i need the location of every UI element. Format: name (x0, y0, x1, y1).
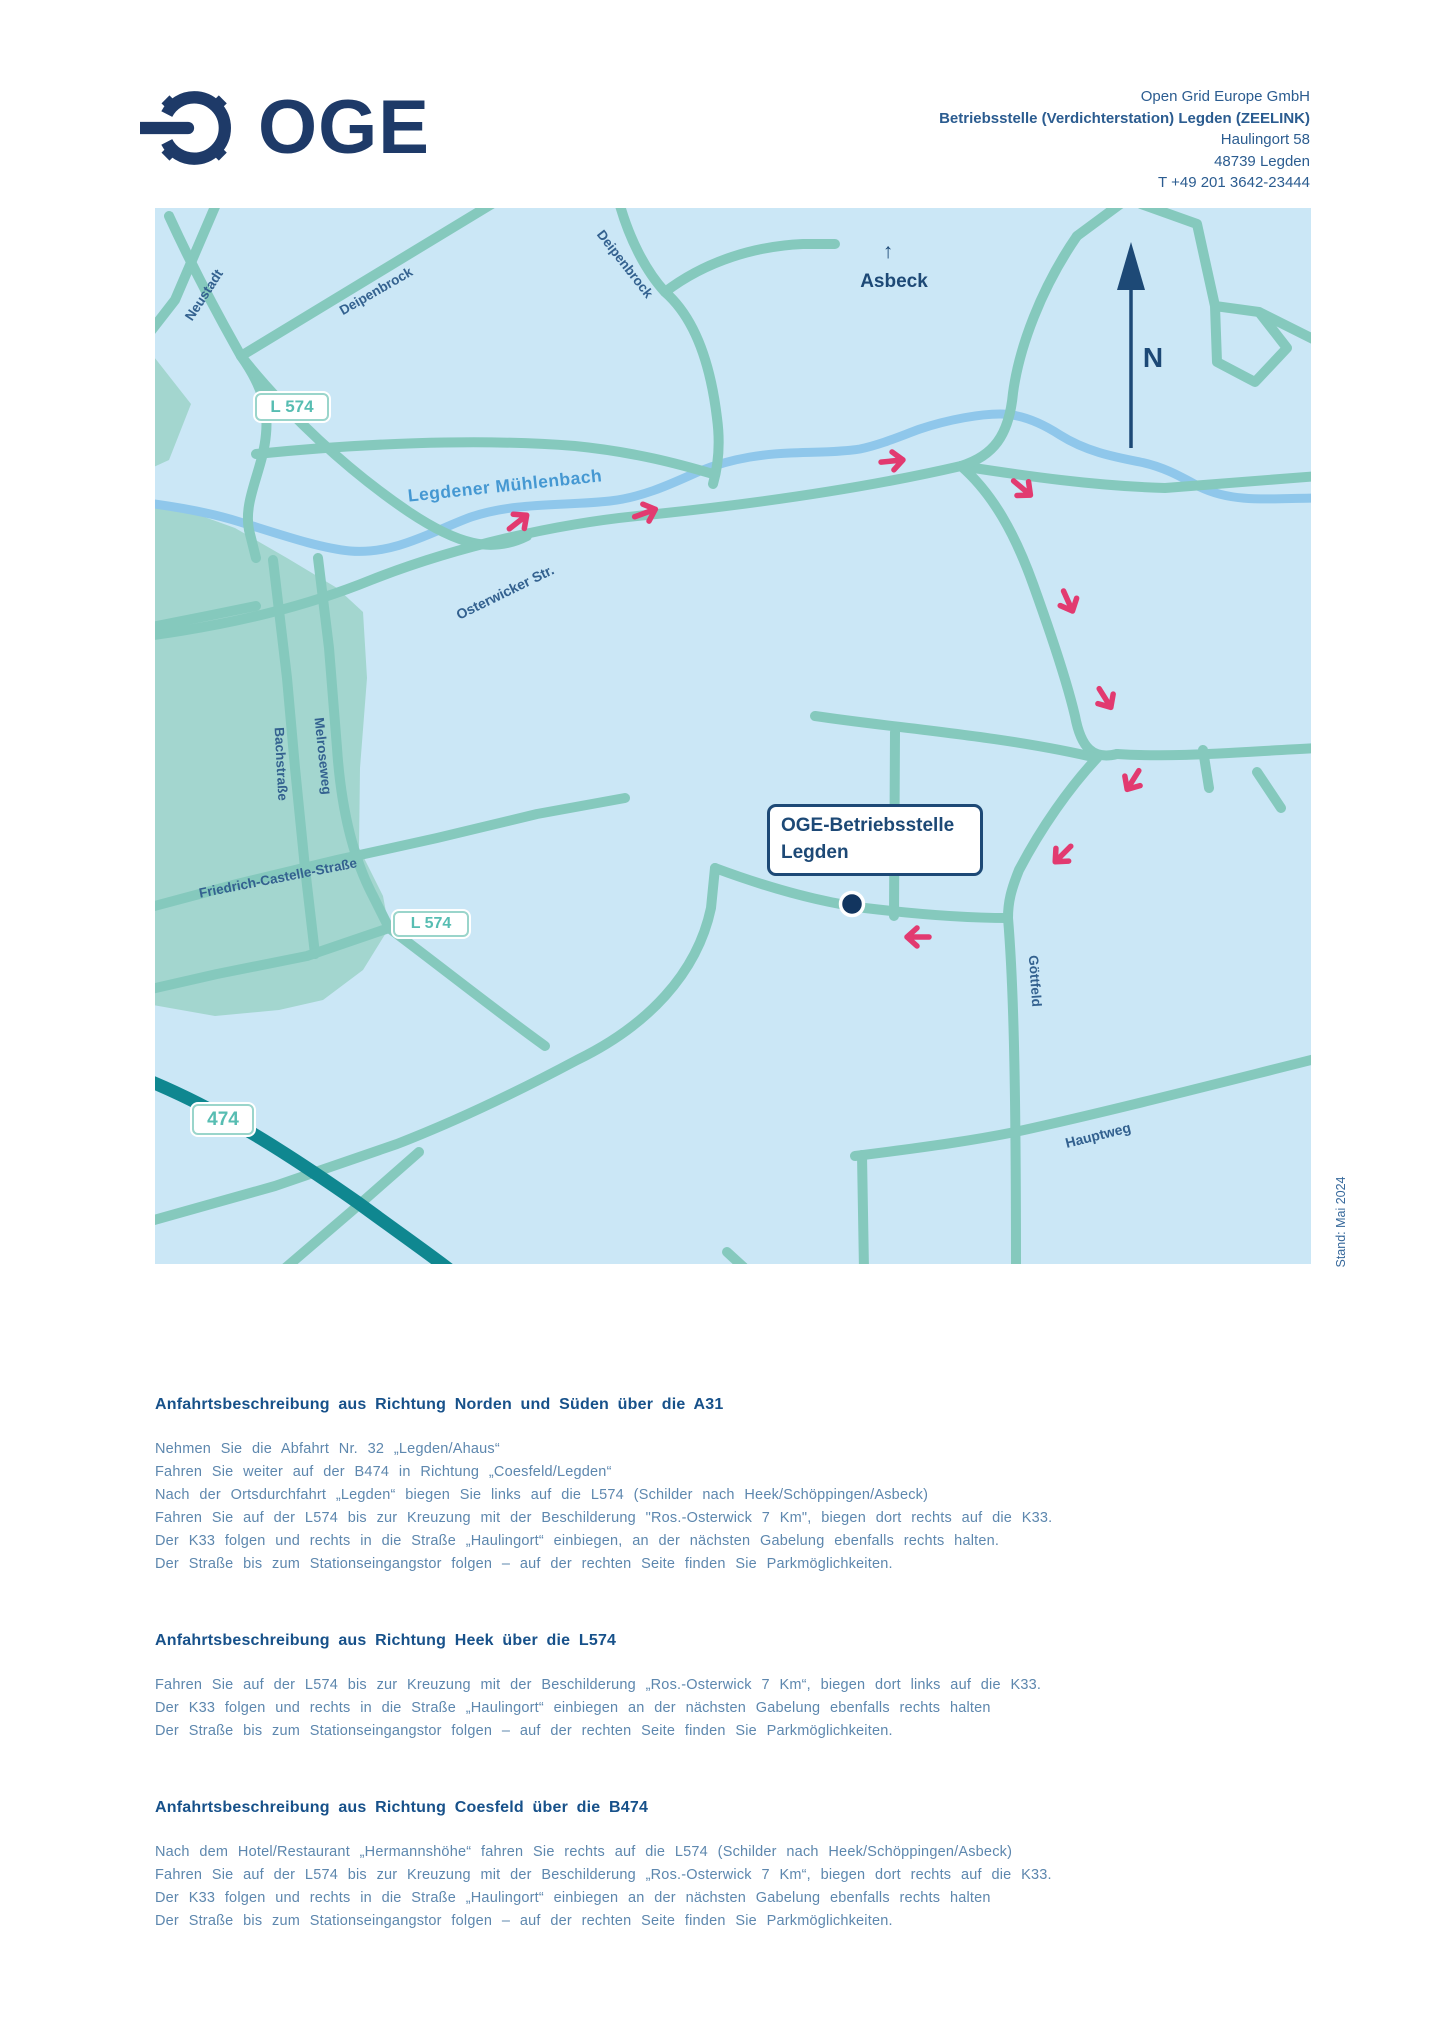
street-label-bachstrasse: Bachstraße (271, 726, 291, 802)
station-callout-line1: OGE-Betriebsstelle (781, 815, 955, 836)
oge-logo (140, 84, 430, 172)
route-arrow-icon (1092, 684, 1119, 712)
direction-line: Fahren Sie auf der L574 bis zur Kreuzung mit der Beschilderung „Ros.-Osterwick 7 Km“, biegen dort rechts auf die K33. (155, 1867, 1052, 1883)
road-badge-l574-mid: L 574 (393, 911, 469, 937)
oge-logo-icon (140, 84, 236, 172)
street-label-osterwicker: Osterwicker Str. (453, 561, 557, 623)
direction-line: Nach dem Hotel/Restaurant „Hermannshöhe“ fahren Sie rechts auf die L574 (Schilder nach Heek/Schöppingen/Asbeck) (155, 1844, 1013, 1860)
north-label: N (1142, 342, 1164, 373)
company-name: Open Grid Europe GmbH (1140, 88, 1310, 105)
north-arrow-icon (1117, 242, 1145, 448)
direction-line: Der Straße bis zum Stationseingangstor folgen – auf der rechten Seite finden Sie Parkmöglichkeiten. (155, 1723, 893, 1739)
street-label-hauptweg: Hauptweg (1063, 1119, 1133, 1151)
route-arrow-icon (1120, 766, 1147, 794)
section-coesfeld (155, 1799, 1335, 1933)
street-label-friedrich-castelle: Friedrich-Castelle-Straße (197, 855, 359, 901)
direction-line: Nehmen Sie die Abfahrt Nr. 32 „Legden/Ahaus“ (155, 1441, 500, 1457)
direction-line: Fahren Sie auf der L574 bis zur Kreuzung mit der Beschilderung "Ros.-Osterwick 7 Km", biegen dort rechts auf die K33. (155, 1510, 1053, 1526)
direction-line: Fahren Sie auf der L574 bis zur Kreuzung mit der Beschilderung „Ros.-Osterwick 7 Km“, biegen dort links auf die K33. (155, 1677, 1042, 1693)
version-footnote: Stand: Mai 2024 (1334, 1176, 1348, 1268)
street-label-neustadt: Neustadt (181, 266, 227, 324)
river-label-muehlenbach: Legdener Mühlenbach (406, 465, 604, 506)
direction-line: Der K33 folgen und rechts in die Straße „Haulingort“ einbiegen an der nächsten Gabelung ebenfalls rechts halten (155, 1700, 991, 1716)
direction-line: Nach der Ortsdurchfahrt „Legden“ biegen Sie links auf die L574 (Schilder nach Heek/Schöppingen/Asbeck) (155, 1487, 929, 1503)
section-heek (155, 1632, 1335, 1743)
logo-wordmark: OGE (258, 85, 430, 170)
header-address-block (939, 86, 1310, 194)
map (155, 208, 1311, 1264)
section-coesfeld-heading: Anfahrtsbeschreibung aus Richtung Coesfeld über die B474 (155, 1799, 649, 1816)
route-arrow-icon (1055, 587, 1080, 614)
station-marker (841, 893, 864, 916)
section-a31-heading: Anfahrtsbeschreibung aus Richtung Norden und Süden über die A31 (155, 1396, 724, 1413)
address-phone: T +49 201 3642-23444 (1158, 174, 1310, 191)
road-badge-474: 474 (192, 1104, 254, 1135)
station-callout (767, 804, 983, 876)
direction-line: Der K33 folgen und rechts in die Straße „Haulingort“ einbiegen, an der nächsten Gabelung ebenfalls rechts halten. (155, 1533, 1000, 1549)
direction-line: Der Straße bis zum Stationseingangstor folgen – auf der rechten Seite finden Sie Parkmöglichkeiten. (155, 1913, 893, 1929)
direction-line: Der Straße bis zum Stationseingangstor folgen – auf der rechten Seite finden Sie Parkmöglichkeiten. (155, 1556, 893, 1572)
address-street: Haulingort 58 (1220, 131, 1310, 148)
asbeck-up-arrow-icon: ↑ (882, 240, 894, 263)
street-label-goettfeld: Göttfeld (1025, 954, 1045, 1008)
place-label-asbeck: Asbeck (860, 271, 928, 292)
section-a31 (155, 1396, 1335, 1576)
directions-text (155, 1396, 1335, 1989)
address-city: 48739 Legden (1214, 152, 1310, 170)
street-label-deipenbrock-n: Deipenbrock (593, 227, 657, 301)
section-heek-heading: Anfahrtsbeschreibung aus Richtung Heek über die L574 (155, 1632, 617, 1649)
road-badge-l574-top: L 574 (255, 393, 329, 421)
route-arrow-icon (880, 451, 904, 471)
route-arrow-icon (907, 928, 929, 946)
street-label-melroseweg: Melroseweg (311, 716, 335, 796)
site-name: Betriebsstelle (Verdichterstation) Legden (ZEELINK) (939, 109, 1310, 127)
direction-line: Fahren Sie weiter auf der B474 in Richtung „Coesfeld/Legden“ (155, 1464, 612, 1480)
street-label-deipenbrock-nw: Deipenbrock (336, 264, 416, 318)
direction-line: Der K33 folgen und rechts in die Straße „Haulingort“ einbiegen an der nächsten Gabelung ebenfalls rechts halten (155, 1890, 991, 1906)
station-callout-line2: Legden (781, 842, 849, 863)
route-arrow-icon (1049, 840, 1077, 868)
